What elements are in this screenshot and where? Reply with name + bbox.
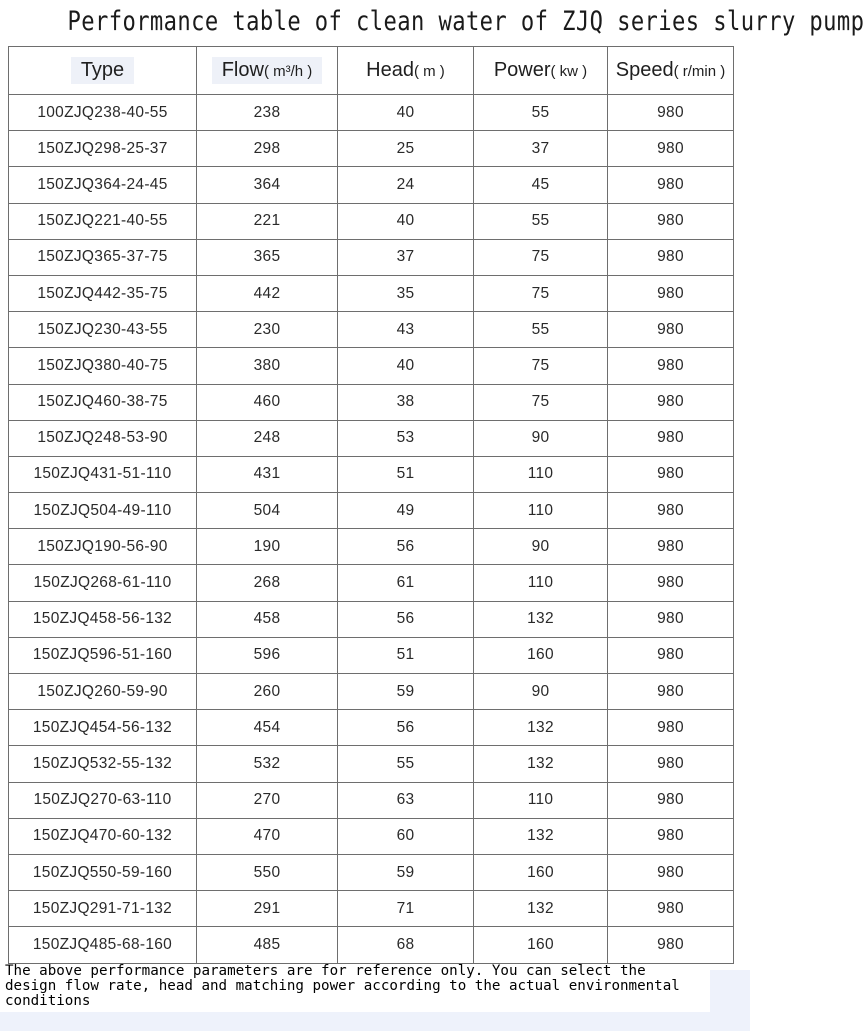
performance-table (8, 46, 734, 964)
column-header-power (474, 47, 608, 95)
cell-flow: 596 (197, 637, 338, 673)
cell-speed: 980 (608, 674, 734, 710)
cell-power: 110 (474, 782, 608, 818)
cell-speed: 980 (608, 348, 734, 384)
cell-type: 150ZJQ365-37-75 (9, 239, 197, 275)
cell-power: 55 (474, 203, 608, 239)
cell-flow: 460 (197, 384, 338, 420)
cell-type: 150ZJQ190-56-90 (9, 529, 197, 565)
cell-power: 132 (474, 746, 608, 782)
table-row (9, 167, 734, 203)
cell-power: 75 (474, 239, 608, 275)
cell-speed: 980 (608, 239, 734, 275)
cell-speed: 980 (608, 601, 734, 637)
cell-head: 25 (338, 131, 474, 167)
cell-power: 90 (474, 674, 608, 710)
cell-power: 90 (474, 420, 608, 456)
cell-power: 75 (474, 348, 608, 384)
reference-note: The above performance parameters are for reference only. You can select the design flow rate, head and matching power according to the actual environmental conditions (5, 963, 680, 1009)
column-header-type-label: Type (71, 57, 134, 84)
cell-head: 63 (338, 782, 474, 818)
cell-type: 150ZJQ291-71-132 (9, 891, 197, 927)
cell-flow: 268 (197, 565, 338, 601)
cell-type: 150ZJQ470-60-132 (9, 818, 197, 854)
table-row (9, 818, 734, 854)
cell-speed: 980 (608, 420, 734, 456)
cell-flow: 221 (197, 203, 338, 239)
cell-flow: 442 (197, 275, 338, 311)
cell-flow: 365 (197, 239, 338, 275)
cell-power: 160 (474, 927, 608, 963)
cell-speed: 980 (608, 927, 734, 963)
column-header-speed-unit: ( r/min ) (673, 63, 726, 80)
cell-power: 132 (474, 891, 608, 927)
footer-background (0, 1012, 750, 1031)
cell-head: 51 (338, 456, 474, 492)
cell-head: 43 (338, 312, 474, 348)
column-header-power-label: Power (493, 59, 551, 81)
table-row (9, 312, 734, 348)
cell-flow: 431 (197, 456, 338, 492)
cell-power: 160 (474, 637, 608, 673)
cell-speed: 980 (608, 167, 734, 203)
cell-type: 150ZJQ298-25-37 (9, 131, 197, 167)
performance-table-container (8, 46, 733, 964)
cell-type: 150ZJQ454-56-132 (9, 710, 197, 746)
table-row (9, 601, 734, 637)
cell-power: 75 (474, 384, 608, 420)
cell-type: 150ZJQ458-56-132 (9, 601, 197, 637)
cell-power: 55 (474, 95, 608, 131)
cell-type: 150ZJQ270-63-110 (9, 782, 197, 818)
cell-flow: 298 (197, 131, 338, 167)
cell-speed: 980 (608, 854, 734, 890)
column-header-flow-unit: ( m³/h ) (263, 63, 313, 80)
cell-flow: 230 (197, 312, 338, 348)
cell-type: 150ZJQ532-55-132 (9, 746, 197, 782)
cell-power: 110 (474, 493, 608, 529)
cell-flow: 504 (197, 493, 338, 529)
cell-speed: 980 (608, 710, 734, 746)
cell-type: 150ZJQ260-59-90 (9, 674, 197, 710)
cell-flow: 532 (197, 746, 338, 782)
table-row (9, 384, 734, 420)
cell-head: 35 (338, 275, 474, 311)
cell-flow: 485 (197, 927, 338, 963)
cell-flow: 454 (197, 710, 338, 746)
column-header-flow-label: Flow (221, 59, 264, 81)
column-header-head-label: Head (366, 59, 414, 81)
column-header-flow-box (212, 57, 323, 84)
cell-type: 100ZJQ238-40-55 (9, 95, 197, 131)
cell-power: 110 (474, 456, 608, 492)
cell-speed: 980 (608, 312, 734, 348)
table-row (9, 891, 734, 927)
cell-type: 150ZJQ550-59-160 (9, 854, 197, 890)
table-row (9, 420, 734, 456)
column-header-speed-label: Speed (615, 59, 674, 81)
column-header-type (9, 47, 197, 95)
cell-flow: 291 (197, 891, 338, 927)
table-header-row (9, 47, 734, 95)
cell-type: 150ZJQ268-61-110 (9, 565, 197, 601)
cell-head: 56 (338, 710, 474, 746)
cell-flow: 190 (197, 529, 338, 565)
cell-flow: 260 (197, 674, 338, 710)
cell-type: 150ZJQ248-53-90 (9, 420, 197, 456)
cell-speed: 980 (608, 529, 734, 565)
cell-head: 40 (338, 95, 474, 131)
cell-head: 55 (338, 746, 474, 782)
cell-speed: 980 (608, 384, 734, 420)
table-row (9, 710, 734, 746)
cell-power: 132 (474, 601, 608, 637)
cell-flow: 470 (197, 818, 338, 854)
cell-type: 150ZJQ442-35-75 (9, 275, 197, 311)
cell-flow: 270 (197, 782, 338, 818)
cell-type: 150ZJQ485-68-160 (9, 927, 197, 963)
table-row (9, 95, 734, 131)
cell-type: 150ZJQ364-24-45 (9, 167, 197, 203)
cell-type: 150ZJQ221-40-55 (9, 203, 197, 239)
note-background (710, 970, 750, 1031)
cell-head: 56 (338, 601, 474, 637)
cell-flow: 238 (197, 95, 338, 131)
cell-flow: 458 (197, 601, 338, 637)
cell-speed: 980 (608, 637, 734, 673)
cell-flow: 380 (197, 348, 338, 384)
cell-power: 110 (474, 565, 608, 601)
column-header-speed (608, 47, 734, 95)
cell-speed: 980 (608, 131, 734, 167)
cell-head: 37 (338, 239, 474, 275)
cell-power: 45 (474, 167, 608, 203)
cell-power: 90 (474, 529, 608, 565)
page-title: Performance table of clean water of ZJQ series slurry pump (67, 6, 864, 37)
table-row (9, 239, 734, 275)
table-row (9, 565, 734, 601)
table-row (9, 275, 734, 311)
column-header-flow (197, 47, 338, 95)
table-row (9, 854, 734, 890)
cell-speed: 980 (608, 782, 734, 818)
cell-head: 59 (338, 674, 474, 710)
cell-flow: 248 (197, 420, 338, 456)
cell-type: 150ZJQ230-43-55 (9, 312, 197, 348)
table-row (9, 927, 734, 963)
cell-flow: 550 (197, 854, 338, 890)
table-row (9, 456, 734, 492)
cell-head: 68 (338, 927, 474, 963)
cell-type: 150ZJQ460-38-75 (9, 384, 197, 420)
cell-head: 51 (338, 637, 474, 673)
table-row (9, 131, 734, 167)
cell-speed: 980 (608, 565, 734, 601)
cell-type: 150ZJQ380-40-75 (9, 348, 197, 384)
cell-head: 49 (338, 493, 474, 529)
cell-speed: 980 (608, 275, 734, 311)
cell-head: 56 (338, 529, 474, 565)
cell-type: 150ZJQ596-51-160 (9, 637, 197, 673)
cell-speed: 980 (608, 746, 734, 782)
cell-power: 37 (474, 131, 608, 167)
table-row (9, 203, 734, 239)
column-header-head (338, 47, 474, 95)
cell-head: 71 (338, 891, 474, 927)
cell-head: 40 (338, 203, 474, 239)
cell-type: 150ZJQ431-51-110 (9, 456, 197, 492)
table-row (9, 493, 734, 529)
cell-power: 132 (474, 710, 608, 746)
cell-head: 38 (338, 384, 474, 420)
cell-head: 53 (338, 420, 474, 456)
table-row (9, 674, 734, 710)
table-row (9, 782, 734, 818)
cell-speed: 980 (608, 891, 734, 927)
cell-head: 61 (338, 565, 474, 601)
cell-head: 24 (338, 167, 474, 203)
cell-speed: 980 (608, 818, 734, 854)
table-body (9, 95, 734, 964)
cell-speed: 980 (608, 203, 734, 239)
column-header-power-unit: ( kw ) (550, 63, 588, 80)
cell-power: 75 (474, 275, 608, 311)
cell-power: 160 (474, 854, 608, 890)
cell-speed: 980 (608, 95, 734, 131)
column-header-head-unit: ( m ) (413, 63, 445, 80)
cell-power: 55 (474, 312, 608, 348)
table-row (9, 746, 734, 782)
cell-speed: 980 (608, 493, 734, 529)
cell-head: 40 (338, 348, 474, 384)
cell-flow: 364 (197, 167, 338, 203)
cell-type: 150ZJQ504-49-110 (9, 493, 197, 529)
table-row (9, 529, 734, 565)
cell-head: 60 (338, 818, 474, 854)
cell-speed: 980 (608, 456, 734, 492)
cell-head: 59 (338, 854, 474, 890)
cell-power: 132 (474, 818, 608, 854)
table-row (9, 348, 734, 384)
table-row (9, 637, 734, 673)
